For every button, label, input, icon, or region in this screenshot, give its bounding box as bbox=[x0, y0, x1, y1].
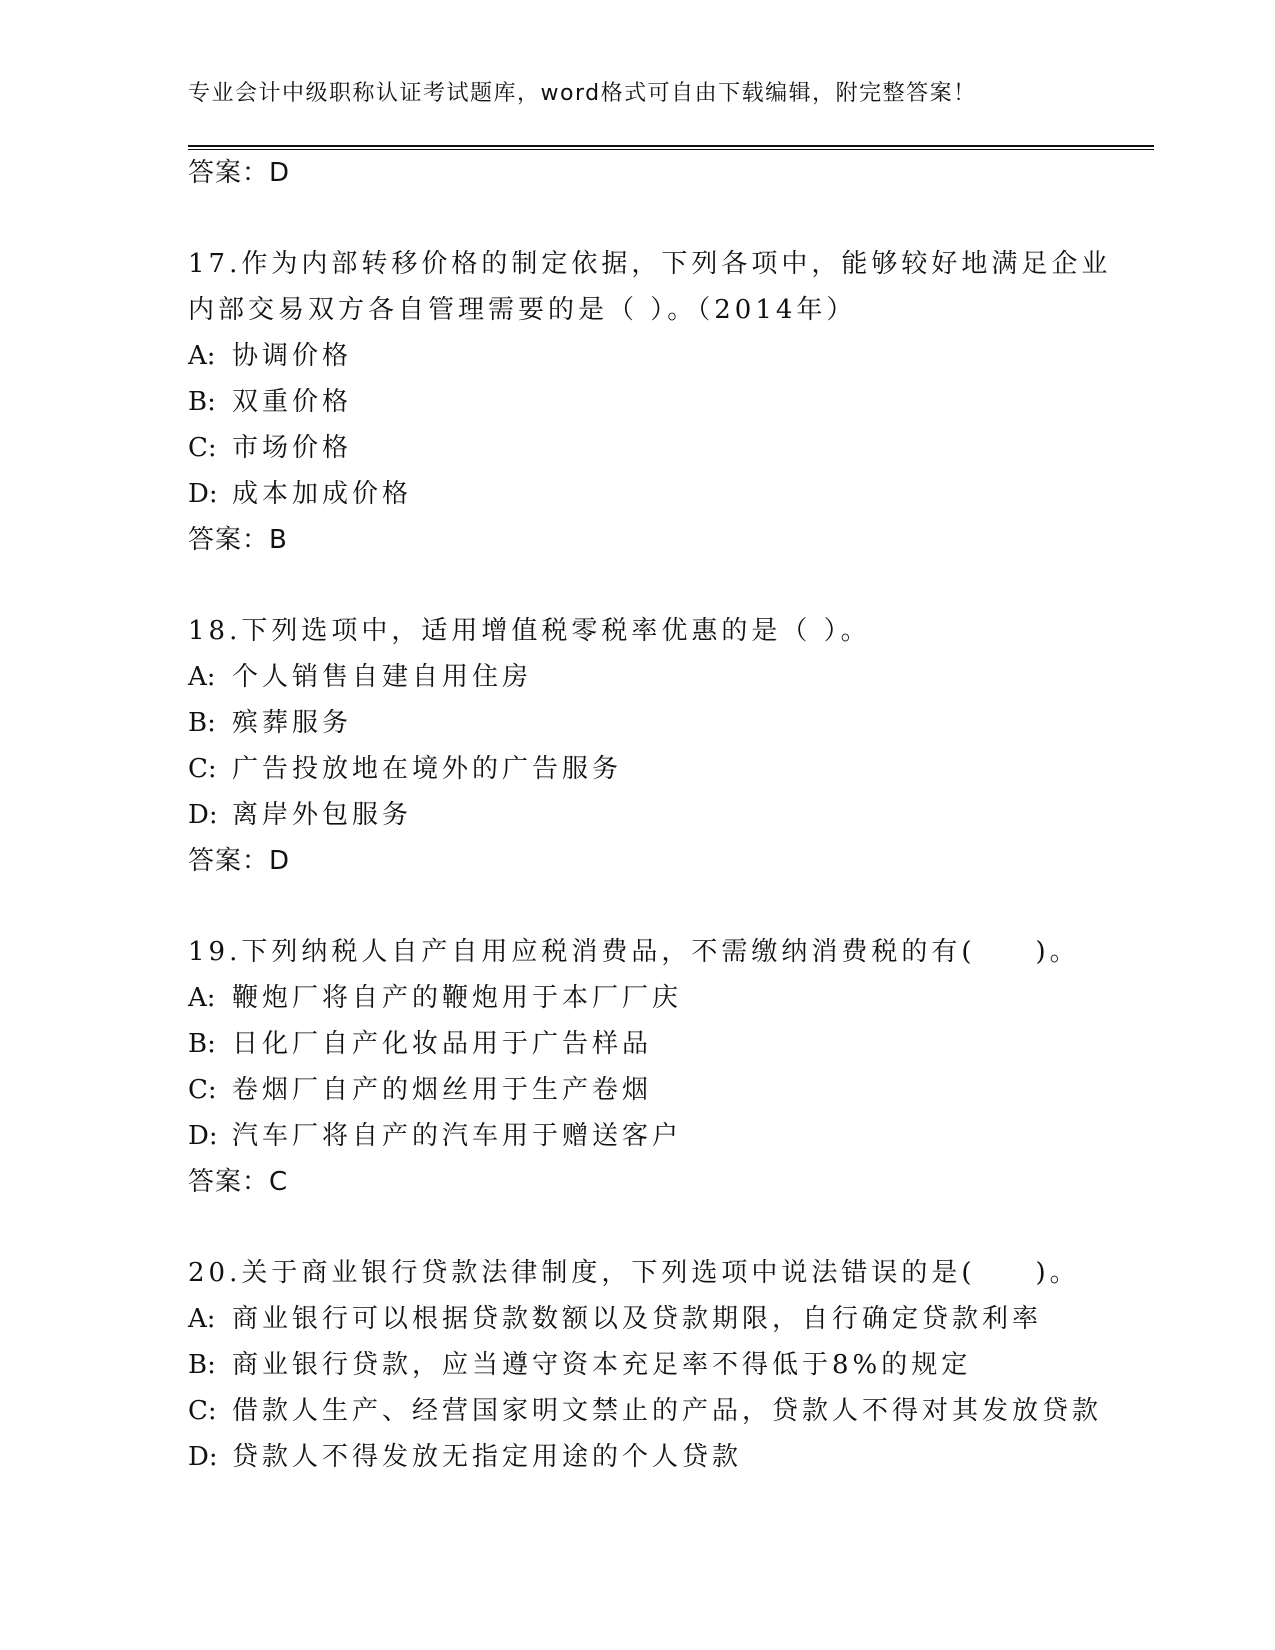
option-letter: C: bbox=[188, 1396, 217, 1426]
answer-line: 答案：D bbox=[188, 846, 291, 876]
question-stem: 18.下列选项中，适用增值税零税率优惠的是（ ）。 bbox=[188, 616, 871, 646]
option-a bbox=[188, 975, 1168, 1021]
option-letter: A: bbox=[188, 662, 216, 692]
option-c bbox=[188, 746, 1168, 792]
option-letter: B: bbox=[188, 1350, 216, 1380]
question-stem: 内部交易双方各自管理需要的是（ ）。（2014年） bbox=[188, 295, 857, 325]
option-b bbox=[188, 379, 1168, 425]
option-b bbox=[188, 700, 1168, 746]
option-c bbox=[188, 425, 1168, 471]
option-a bbox=[188, 654, 1168, 700]
option-text: 借款人生产、经营国家明文禁止的产品，贷款人不得对其发放贷款 bbox=[232, 1396, 1103, 1426]
option-text: 商业银行贷款，应当遵守资本充足率不得低于8%的规定 bbox=[232, 1350, 972, 1380]
option-letter: D: bbox=[188, 1442, 218, 1472]
question-block bbox=[188, 241, 1168, 563]
option-text: 双重价格 bbox=[232, 387, 353, 417]
option-text: 日化厂自产化妆品用于广告样品 bbox=[232, 1029, 653, 1059]
question-list bbox=[188, 150, 1168, 1480]
option-d bbox=[188, 792, 1168, 838]
option-letter: C: bbox=[188, 754, 217, 784]
question-block bbox=[188, 608, 1168, 884]
option-d bbox=[188, 1113, 1168, 1159]
option-text: 汽车厂将自产的汽车用于赠送客户 bbox=[232, 1121, 683, 1151]
page-header: 专业会计中级职称认证考试题库，word格式可自由下载编辑，附完整答案！ bbox=[188, 81, 977, 106]
option-a bbox=[188, 1296, 1168, 1342]
option-letter: C: bbox=[188, 433, 217, 463]
option-text: 协调价格 bbox=[232, 341, 353, 371]
answer-line: 答案：B bbox=[188, 525, 288, 555]
option-letter: C: bbox=[188, 1075, 217, 1105]
spacer bbox=[188, 884, 1168, 929]
option-text: 贷款人不得发放无指定用途的个人贷款 bbox=[232, 1442, 743, 1472]
option-text: 商业银行可以根据贷款数额以及贷款期限，自行确定贷款利率 bbox=[232, 1304, 1043, 1334]
question-block bbox=[188, 1250, 1168, 1480]
option-letter: A: bbox=[188, 341, 216, 371]
option-text: 个人销售自建自用住房 bbox=[232, 662, 533, 692]
option-b bbox=[188, 1342, 1168, 1388]
option-letter: A: bbox=[188, 983, 216, 1013]
option-d bbox=[188, 1434, 1168, 1480]
option-c bbox=[188, 1067, 1168, 1113]
option-letter: A: bbox=[188, 1304, 216, 1334]
option-a bbox=[188, 333, 1168, 379]
question-stem: 19.下列纳税人自产自用应税消费品，不需缴纳消费税的有( )。 bbox=[188, 937, 1080, 967]
answer-line: 答案：D bbox=[188, 158, 291, 188]
question-block bbox=[188, 929, 1168, 1205]
spacer bbox=[188, 196, 1168, 241]
option-letter: D: bbox=[188, 800, 218, 830]
option-text: 离岸外包服务 bbox=[232, 800, 413, 830]
question-stem: 20.关于商业银行贷款法律制度，下列选项中说法错误的是( )。 bbox=[188, 1258, 1080, 1288]
option-b bbox=[188, 1021, 1168, 1067]
option-text: 成本加成价格 bbox=[232, 479, 413, 509]
option-text: 卷烟厂自产的烟丝用于生产卷烟 bbox=[232, 1075, 653, 1105]
spacer bbox=[188, 1205, 1168, 1250]
option-letter: D: bbox=[188, 1121, 218, 1151]
option-letter: D: bbox=[188, 479, 218, 509]
option-letter: B: bbox=[188, 1029, 216, 1059]
answer-line: 答案：C bbox=[188, 1167, 289, 1197]
option-text: 市场价格 bbox=[232, 433, 353, 463]
option-letter: B: bbox=[188, 387, 216, 417]
option-text: 鞭炮厂将自产的鞭炮用于本厂厂庆 bbox=[232, 983, 683, 1013]
option-d bbox=[188, 471, 1168, 517]
spacer bbox=[188, 563, 1168, 608]
option-c bbox=[188, 1388, 1168, 1434]
option-letter: B: bbox=[188, 708, 216, 738]
option-text: 广告投放地在境外的广告服务 bbox=[232, 754, 623, 784]
question-stem: 17.作为内部转移价格的制定依据，下列各项中，能够较好地满足企业 bbox=[188, 249, 1112, 279]
option-text: 殡葬服务 bbox=[232, 708, 353, 738]
